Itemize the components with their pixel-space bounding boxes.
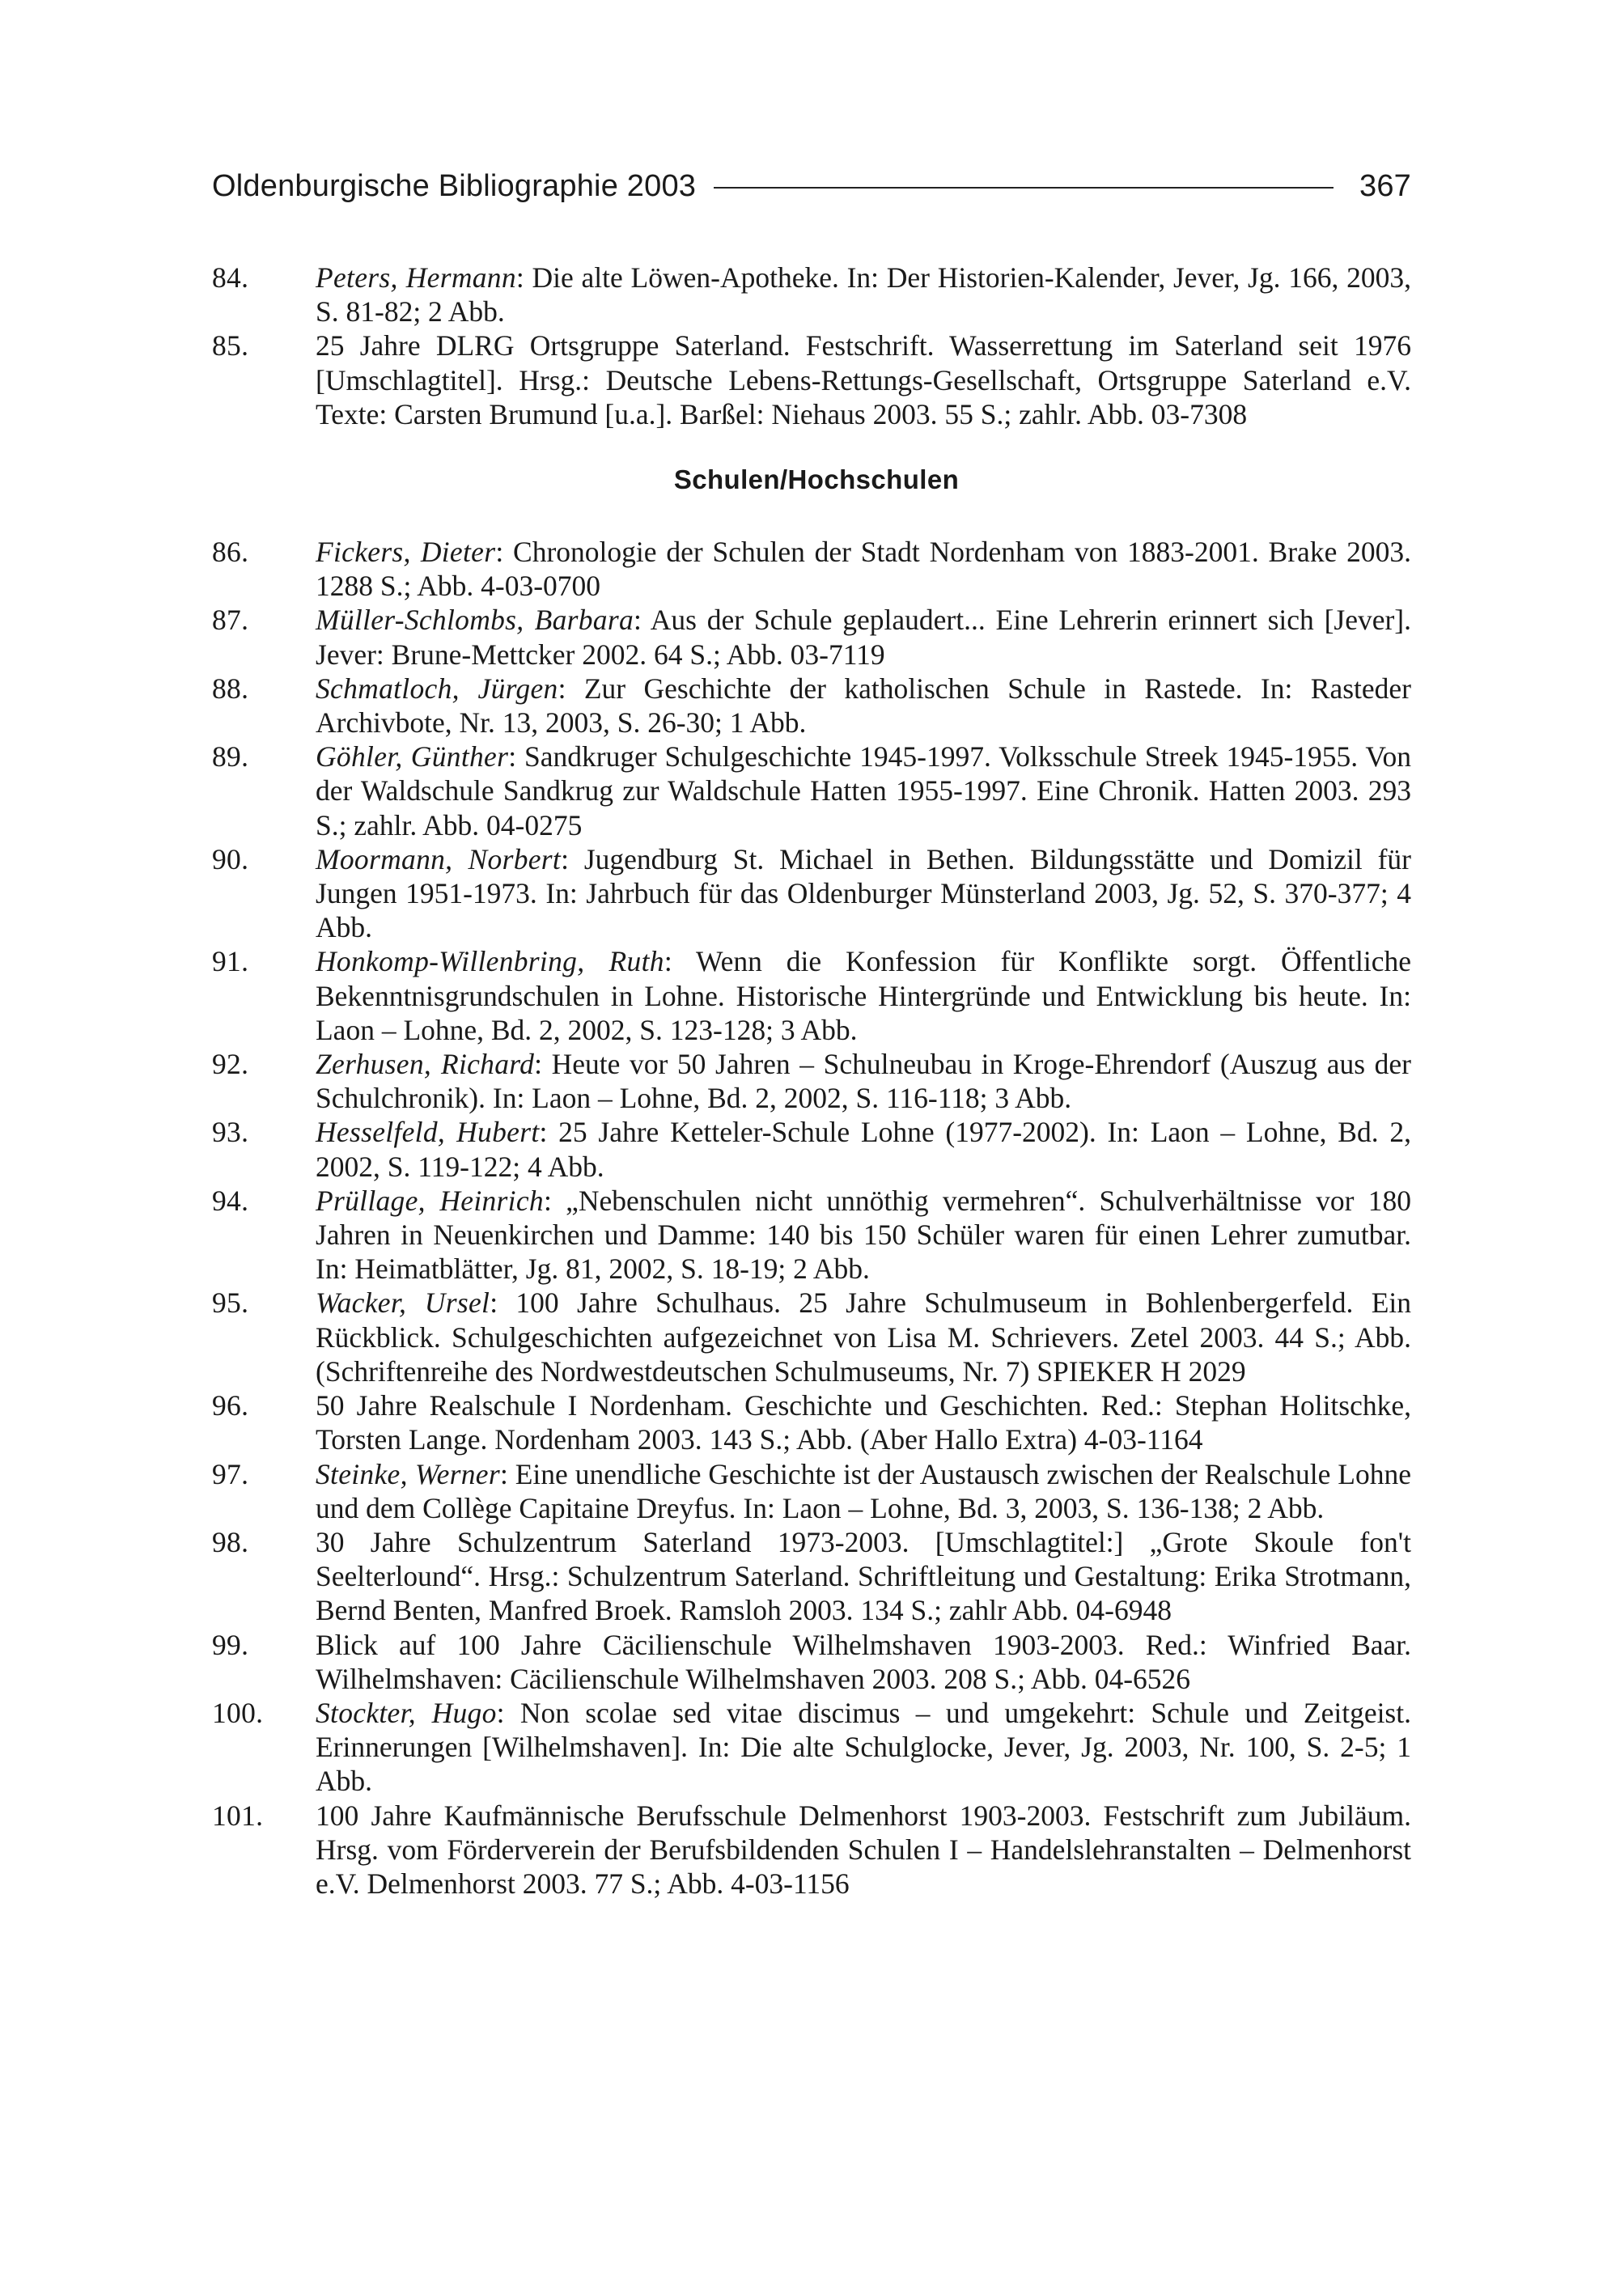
entry-body <box>316 1457 1411 1525</box>
entry-number: 90. <box>212 842 249 875</box>
bibliography-entry <box>212 1799 1411 1901</box>
entry-text: Jugendburg St. Michael in Bethen. Bildungsstätte und Domizil für Jungen 1951-1973. In: Jahrbuch für das Oldenburger Münsterland 2003, Jg. 52, S. 370-377; 4 Abb. <box>316 842 1411 944</box>
entry-author: Peters, Hermann <box>316 261 516 294</box>
entry-author: Hesselfeld, Hubert <box>316 1116 540 1149</box>
entry-body <box>316 261 1411 328</box>
entry-author: Wacker, Ursel <box>316 1286 490 1320</box>
entry-text: 25 Jahre Ketteler-Schule Lohne (1977-2002). In: Laon – Lohne, Bd. 2, 2002, S. 119-122; 4 Abb. <box>316 1116 1411 1183</box>
entry-text: Non scolae sed vitae discimus – und umgekehrt: Schule und Zeitgeist. Erinnerungen [Wilhelmshaven]. In: Die alte Schulglocke, Jever, Jg. 2003, Nr. 100, S. 2-5; 1 Abb. <box>316 1696 1411 1798</box>
entry-text: Heute vor 50 Jahren – Schulneubau in Kroge-Ehrendorf (Auszug aus der Schulchronik). In: Laon – Lohne, Bd. 2, 2002, S. 116-118; 3 Abb. <box>316 1048 1411 1115</box>
entry-body <box>316 535 1411 603</box>
bibliography-entry <box>212 740 1411 842</box>
running-head <box>212 166 1411 206</box>
bibliography-entry <box>212 944 1411 1047</box>
entry-text: Eine unendliche Geschichte ist der Austausch zwischen der Realschule Lohne und dem Collège Capitaine Dreyfus. In: Laon – Lohne, Bd. 3, 2003, S. 136-138; 2 Abb. <box>316 1457 1411 1524</box>
entry-number: 94. <box>212 1184 249 1217</box>
entry-author: Steinke, Werner <box>316 1457 500 1490</box>
entry-text: Chronologie der Schulen der Stadt Nordenham von 1883-2001. Brake 2003. 1288 S.; Abb. 4-03-0700 <box>316 536 1412 603</box>
entry-author: Göhler, Günther <box>316 740 509 774</box>
entry-body <box>316 603 1411 671</box>
entry-separator: : <box>495 536 514 569</box>
entry-text: 25 Jahre DLRG Ortsgruppe Saterland. Festschrift. Wasserrettung im Saterland seit 1976 [Umschlagtitel]. Hrsg.: Deutsche Lebens-Rettungs-Gesellschaft, Ortsgruppe Saterland e.V. Texte: Carsten Brumund [u.a.]. Barßel: Niehaus 2003. 55 S.; zahlr. Abb. 03-7308 <box>316 329 1411 430</box>
entry-number: 97. <box>212 1457 249 1490</box>
entry-text: 100 Jahre Schulhaus. 25 Jahre Schulmuseum in Bohlenbergerfeld. Ein Rückblick. Schulgeschichten aufgezeichnet von Lisa M. Schrievers. Zetel 2003. 44 S.; Abb. (Schriftenreihe des Nordwestdeutschen Schulmuseums, Nr. 7) SPIEKER H 2029 <box>316 1286 1412 1388</box>
entry-body <box>316 1047 1411 1115</box>
running-head-rule <box>714 187 1334 189</box>
running-head-title: Oldenburgische Bibliographie 2003 <box>212 168 697 203</box>
entry-author: Müller-Schlombs, Barbara <box>316 604 634 637</box>
entry-text: Blick auf 100 Jahre Cäcilienschule Wilhelmshaven 1903-2003. Red.: Winfried Baar. Wilhelmshaven: Cäcilienschule Wilhelmshaven 2003. 208 S.; Abb. 04-6526 <box>316 1628 1411 1695</box>
entry-number: 85. <box>212 329 249 362</box>
entry-number: 101. <box>212 1799 264 1832</box>
entry-list-after <box>212 535 1411 1901</box>
entry-author: Stockter, Hugo <box>316 1696 497 1729</box>
entry-number: 88. <box>212 672 249 705</box>
entry-body <box>316 1115 1411 1183</box>
entry-author: Fickers, Dieter <box>316 536 496 569</box>
entry-text: Zur Geschichte der katholischen Schule in Rastede. In: Rasteder Archivbote, Nr. 13, 2003, S. 26-30; 1 Abb. <box>316 672 1411 740</box>
entry-separator: : <box>558 672 584 705</box>
entry-separator: : <box>561 842 584 875</box>
entry-text: 30 Jahre Schulzentrum Saterland 1973-2003. [Umschlagtitel:] „Grote Skoule fon't Seelterlound“. Hrsg.: Schulzentrum Saterland. Schriftleitung und Gestaltung: Erika Strotmann, Bernd Benten, Manfred Broek. Ramsloh 2003. 134 S.; zahlr Abb. 04-6948 <box>316 1525 1411 1627</box>
entry-author: Zerhusen, Richard <box>316 1048 535 1081</box>
bibliography-entry <box>212 672 1411 740</box>
entry-separator: : <box>496 1696 520 1729</box>
entry-number: 84. <box>212 261 249 294</box>
entry-list-before <box>212 261 1411 431</box>
entry-separator: : <box>543 1184 566 1217</box>
bibliography-entry <box>212 1457 1411 1525</box>
entry-separator: : <box>490 1286 516 1320</box>
entry-body <box>316 1696 1411 1799</box>
entry-number: 98. <box>212 1525 249 1558</box>
bibliography-entry <box>212 1696 1411 1799</box>
entry-text: Die alte Löwen-Apotheke. In: Der Historien-Kalender, Jever, Jg. 166, 2003, S. 81-82; 2 Abb. <box>316 261 1411 328</box>
entry-body <box>316 1184 1411 1286</box>
entry-body <box>316 672 1411 740</box>
entry-number: 95. <box>212 1286 249 1320</box>
entry-number: 91. <box>212 945 249 978</box>
entry-body <box>316 1799 1411 1901</box>
bibliography-entry <box>212 1628 1411 1696</box>
bibliography-entry <box>212 603 1411 671</box>
entry-author: Moormann, Norbert <box>316 842 562 875</box>
bibliography-entry <box>212 1047 1411 1115</box>
bibliography-entry <box>212 1286 1411 1388</box>
bibliography-entry <box>212 1388 1411 1456</box>
entry-separator: : <box>499 1457 515 1490</box>
entry-text: 100 Jahre Kaufmännische Berufsschule Delmenhorst 1903-2003. Festschrift zum Jubiläum. Hrsg. vom Förderverein der Berufsbildenden Schulen I – Handelslehranstalten – Delmenhorst e.V. Delmenhorst 2003. 77 S.; Abb. 4-03-1156 <box>316 1799 1411 1900</box>
bibliography-entry <box>212 1525 1411 1628</box>
entry-number: 93. <box>212 1116 249 1149</box>
entry-body <box>316 842 1411 945</box>
bibliography-entry <box>212 842 1411 945</box>
entry-number: 96. <box>212 1389 249 1422</box>
entry-number: 89. <box>212 740 249 774</box>
entry-author: Schmatloch, Jürgen <box>316 672 558 705</box>
entry-separator: : <box>539 1116 559 1149</box>
entry-number: 100. <box>212 1696 264 1729</box>
bibliography-entry <box>212 535 1411 603</box>
entry-number: 99. <box>212 1628 249 1661</box>
entry-author: Prüllage, Heinrich <box>316 1184 544 1217</box>
bibliography-entry <box>212 1184 1411 1286</box>
entry-body <box>316 1628 1411 1696</box>
entry-separator: : <box>508 740 524 774</box>
entry-text: Aus der Schule geplaudert... Eine Lehrerin erinnert sich [Jever]. Jever: Brune-Mettcker 2002. 64 S.; Abb. 03-7119 <box>316 604 1411 671</box>
entry-separator: : <box>534 1048 552 1081</box>
entry-text: „Nebenschulen nicht unnöthig vermehren“. Schulverhältnisse vor 180 Jahren in Neuenkirchen und Damme: 140 bis 150 Schüler waren für einen Lehrer zumutbar. In: Heimatblätter, Jg. 81, 2002, S. 18-19; 2 Abb. <box>316 1184 1411 1286</box>
entry-text: Sandkruger Schulgeschichte 1945-1997. Volksschule Streek 1945-1955. Von der Waldschule Sandkrug zur Waldschule Hatten 1955-1997. Eine Chronik. Hatten 2003. 293 S.; zahlr. Abb. 04-0275 <box>316 740 1411 841</box>
entry-separator: : <box>634 604 651 637</box>
entry-author: Honkomp-Willenbring, Ruth <box>316 945 664 978</box>
entry-body <box>316 1525 1411 1628</box>
section-heading: Schulen/Hochschulen <box>673 464 960 495</box>
entry-text: 50 Jahre Realschule I Nordenham. Geschichte und Geschichten. Red.: Stephan Holitschke, Torsten Lange. Nordenham 2003. 143 S.; Abb. (Aber Hallo Extra) 4-03-1164 <box>316 1389 1411 1456</box>
bibliography-content <box>212 261 1411 1901</box>
entry-separator: : <box>664 945 696 978</box>
entry-body <box>316 944 1411 1047</box>
entry-body <box>316 1388 1411 1456</box>
entry-number: 92. <box>212 1048 249 1081</box>
entry-text: Wenn die Konfession für Konflikte sorgt. Öffentliche Bekenntnisgrundschulen in Lohne. Historische Hintergründe und Entwicklung bis heute. In: Laon – Lohne, Bd. 2, 2002, S. 123-128; 3 Abb. <box>316 945 1411 1046</box>
entry-number: 87. <box>212 604 249 637</box>
page-number: 367 <box>1359 168 1411 203</box>
bibliography-entry <box>212 261 1411 328</box>
entry-body <box>316 1286 1411 1388</box>
entry-number: 86. <box>212 536 249 569</box>
bibliography-entry <box>212 1115 1411 1183</box>
bibliography-entry <box>212 328 1411 431</box>
entry-body <box>316 740 1411 842</box>
entry-separator: : <box>515 261 532 294</box>
entry-body <box>316 328 1411 431</box>
